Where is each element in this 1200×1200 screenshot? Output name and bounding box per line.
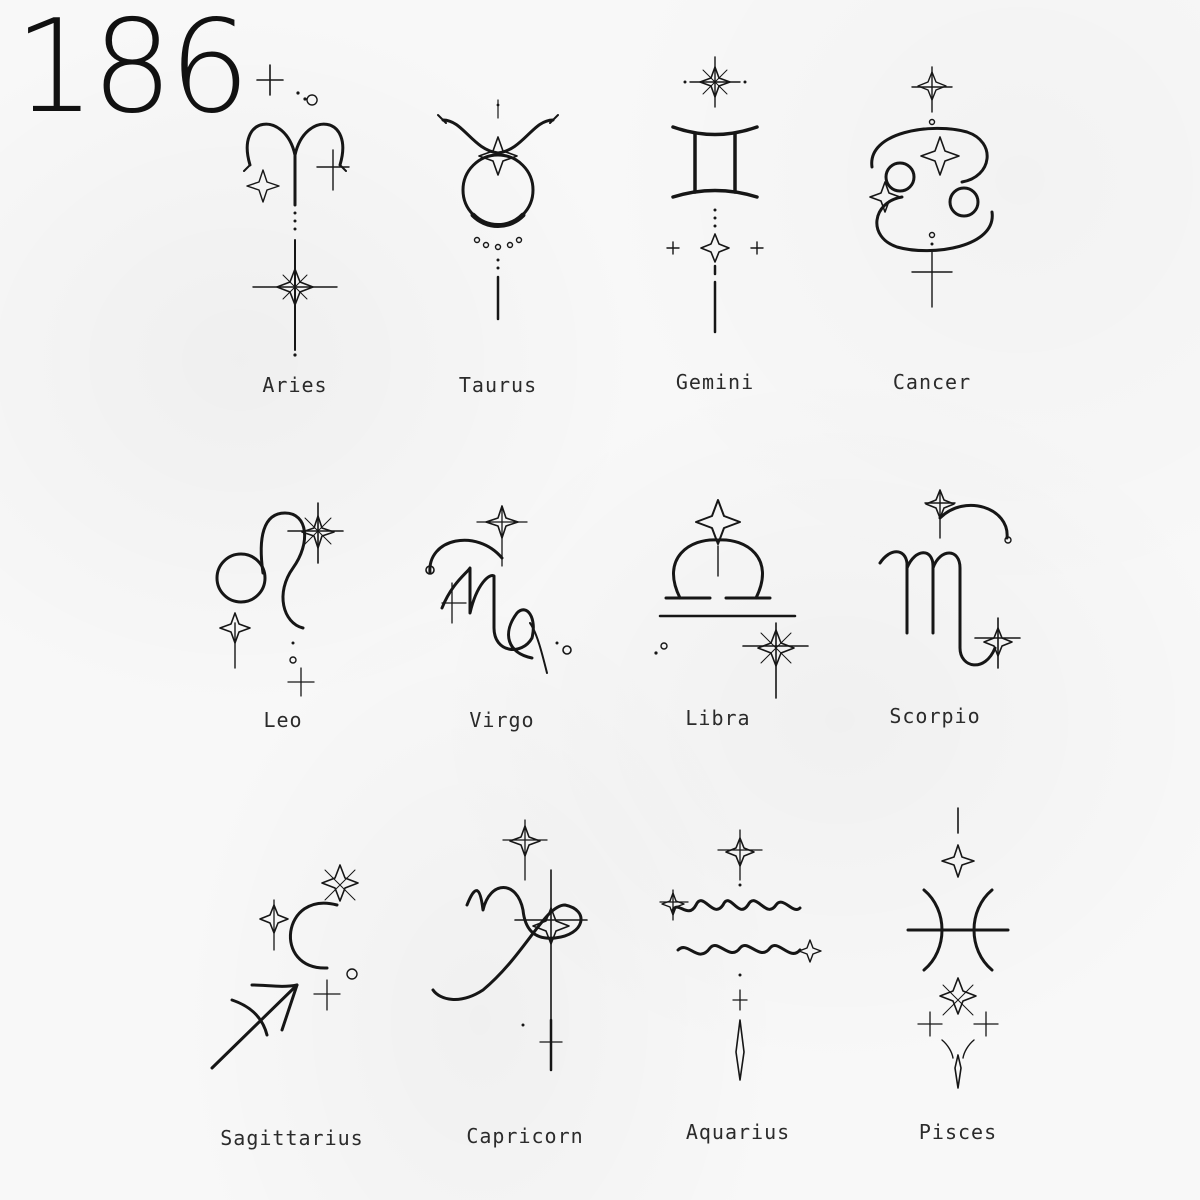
aquarius-symbol-icon bbox=[618, 790, 858, 1120]
sign-label: Scorpio bbox=[889, 704, 981, 728]
sign-pisces bbox=[838, 790, 1078, 1160]
sign-label: Libra bbox=[685, 706, 751, 730]
sign-label: Capricorn bbox=[466, 1124, 584, 1148]
sign-label: Leo bbox=[263, 708, 303, 732]
sign-gemini bbox=[595, 52, 835, 422]
sign-cancer bbox=[812, 52, 1052, 422]
sign-libra bbox=[598, 398, 838, 768]
taurus-symbol-icon bbox=[378, 55, 618, 385]
page-number: 186 bbox=[14, 0, 247, 142]
sign-sagittarius bbox=[172, 790, 412, 1160]
sign-label: Taurus bbox=[458, 373, 538, 397]
sagittarius-symbol-icon bbox=[172, 790, 412, 1120]
cancer-symbol-icon bbox=[812, 52, 1052, 382]
scorpio-symbol-icon bbox=[815, 398, 1055, 728]
sign-label: Aquarius bbox=[685, 1120, 791, 1144]
sign-aquarius bbox=[618, 790, 858, 1160]
leo-symbol-icon bbox=[163, 398, 403, 728]
gemini-symbol-icon bbox=[595, 52, 835, 382]
sign-label: Cancer bbox=[892, 370, 972, 394]
sign-label: Sagittarius bbox=[220, 1126, 364, 1150]
libra-symbol-icon bbox=[598, 398, 838, 728]
virgo-symbol-icon bbox=[382, 398, 622, 728]
sign-leo bbox=[163, 398, 403, 768]
sign-scorpio bbox=[815, 398, 1055, 768]
sign-label: Aries bbox=[262, 373, 328, 397]
sign-label: Pisces bbox=[918, 1120, 998, 1144]
sign-virgo bbox=[382, 398, 622, 768]
sign-label: Gemini bbox=[675, 370, 755, 394]
pisces-symbol-icon bbox=[838, 790, 1078, 1120]
sign-taurus bbox=[378, 55, 618, 425]
capricorn-symbol-icon bbox=[405, 790, 645, 1120]
sign-capricorn bbox=[405, 790, 645, 1160]
sign-label: Virgo bbox=[469, 708, 535, 732]
